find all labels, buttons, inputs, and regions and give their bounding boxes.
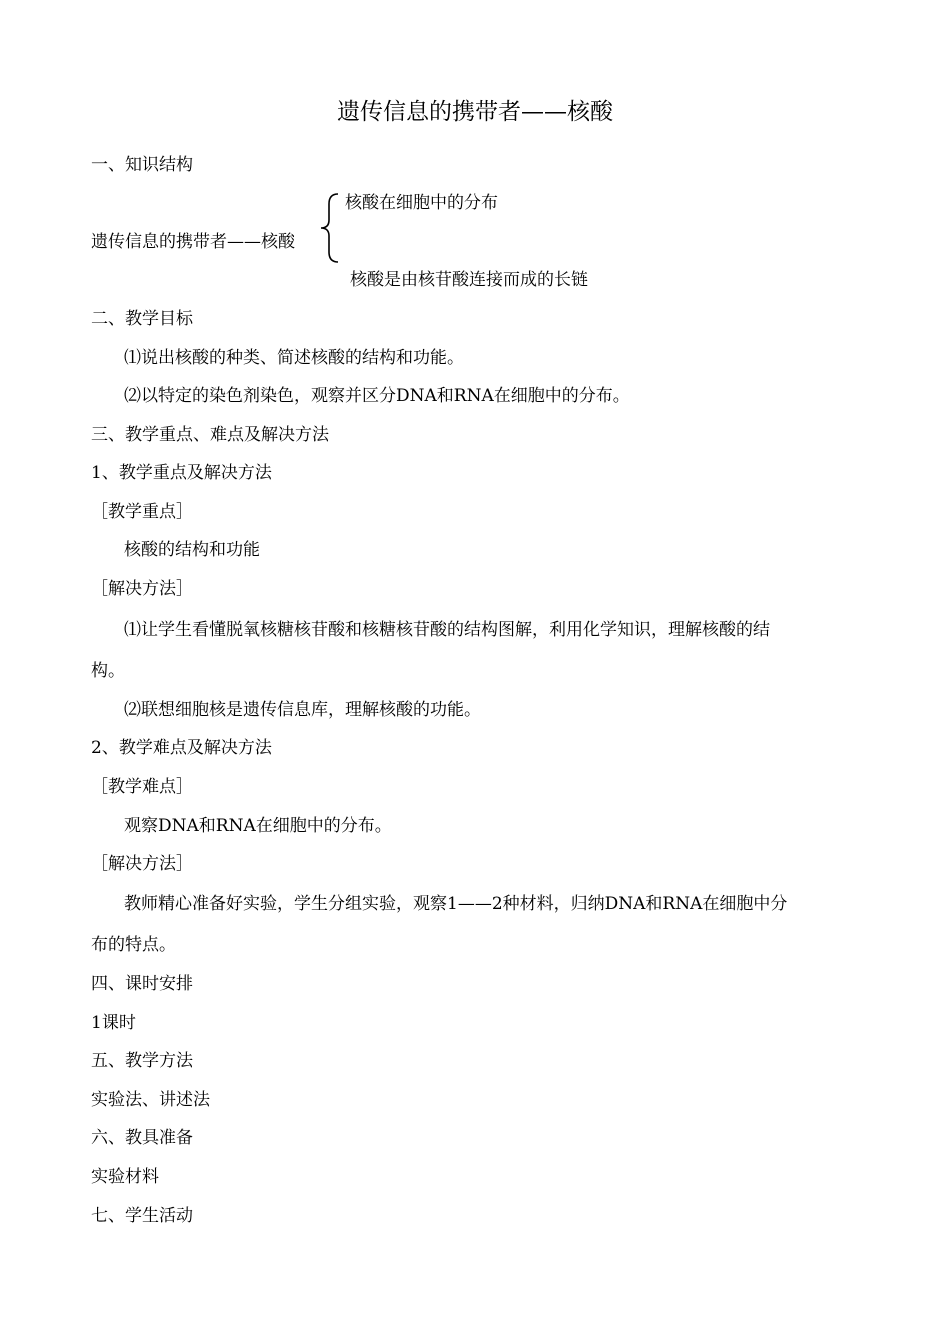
section1-heading: 一、知识结构 bbox=[91, 155, 193, 175]
focus-method-2: ⑵联想细胞核是遗传信息库，理解核酸的功能。 bbox=[124, 700, 481, 720]
focus-label: ［教学重点］ bbox=[91, 502, 193, 522]
structure-root: 遗传信息的携带者——核酸 bbox=[91, 232, 295, 252]
difficulty-method-label: ［解决方法］ bbox=[91, 854, 193, 874]
focus-method-label: ［解决方法］ bbox=[91, 579, 193, 599]
section4-text: 1课时 bbox=[91, 1013, 136, 1033]
section5-text: 实验法、讲述法 bbox=[91, 1090, 210, 1110]
document-title: 遗传信息的携带者——核酸 bbox=[337, 99, 613, 125]
section3-heading: 三、教学重点、难点及解决方法 bbox=[91, 425, 329, 445]
section2-heading: 二、教学目标 bbox=[91, 309, 193, 329]
section6-text: 实验材料 bbox=[91, 1167, 159, 1187]
structure-branch-1: 核酸在细胞中的分布 bbox=[345, 193, 498, 213]
objective-2: ⑵以特定的染色剂染色，观察并区分DNA和RNA在细胞中的分布。 bbox=[124, 386, 630, 406]
difficulty-text: 观察DNA和RNA在细胞中的分布。 bbox=[124, 816, 392, 836]
difficulty-method-line1: 教师精心准备好实验，学生分组实验，观察1——2种材料，归纳DNA和RNA在细胞中分 bbox=[124, 894, 788, 914]
objective-1: ⑴说出核酸的种类、简述核酸的结构和功能。 bbox=[124, 348, 464, 368]
section6-heading: 六、教具准备 bbox=[91, 1128, 193, 1148]
focus-text: 核酸的结构和功能 bbox=[124, 540, 260, 560]
section4-heading: 四、课时安排 bbox=[91, 974, 193, 994]
curly-brace-icon bbox=[318, 192, 342, 264]
structure-branch-2: 核酸是由核苷酸连接而成的长链 bbox=[350, 270, 588, 290]
difficulty-subheading: 2、教学难点及解决方法 bbox=[91, 738, 272, 758]
focus-method-1-line1: ⑴让学生看懂脱氧核糖核苷酸和核糖核苷酸的结构图解，利用化学知识，理解核酸的结 bbox=[124, 620, 770, 640]
difficulty-label: ［教学难点］ bbox=[91, 777, 193, 797]
section7-heading: 七、学生活动 bbox=[91, 1206, 193, 1226]
focus-subheading: 1、教学重点及解决方法 bbox=[91, 463, 272, 483]
section5-heading: 五、教学方法 bbox=[91, 1051, 193, 1071]
focus-method-1-line2: 构。 bbox=[91, 661, 125, 681]
difficulty-method-line2: 布的特点。 bbox=[91, 935, 176, 955]
